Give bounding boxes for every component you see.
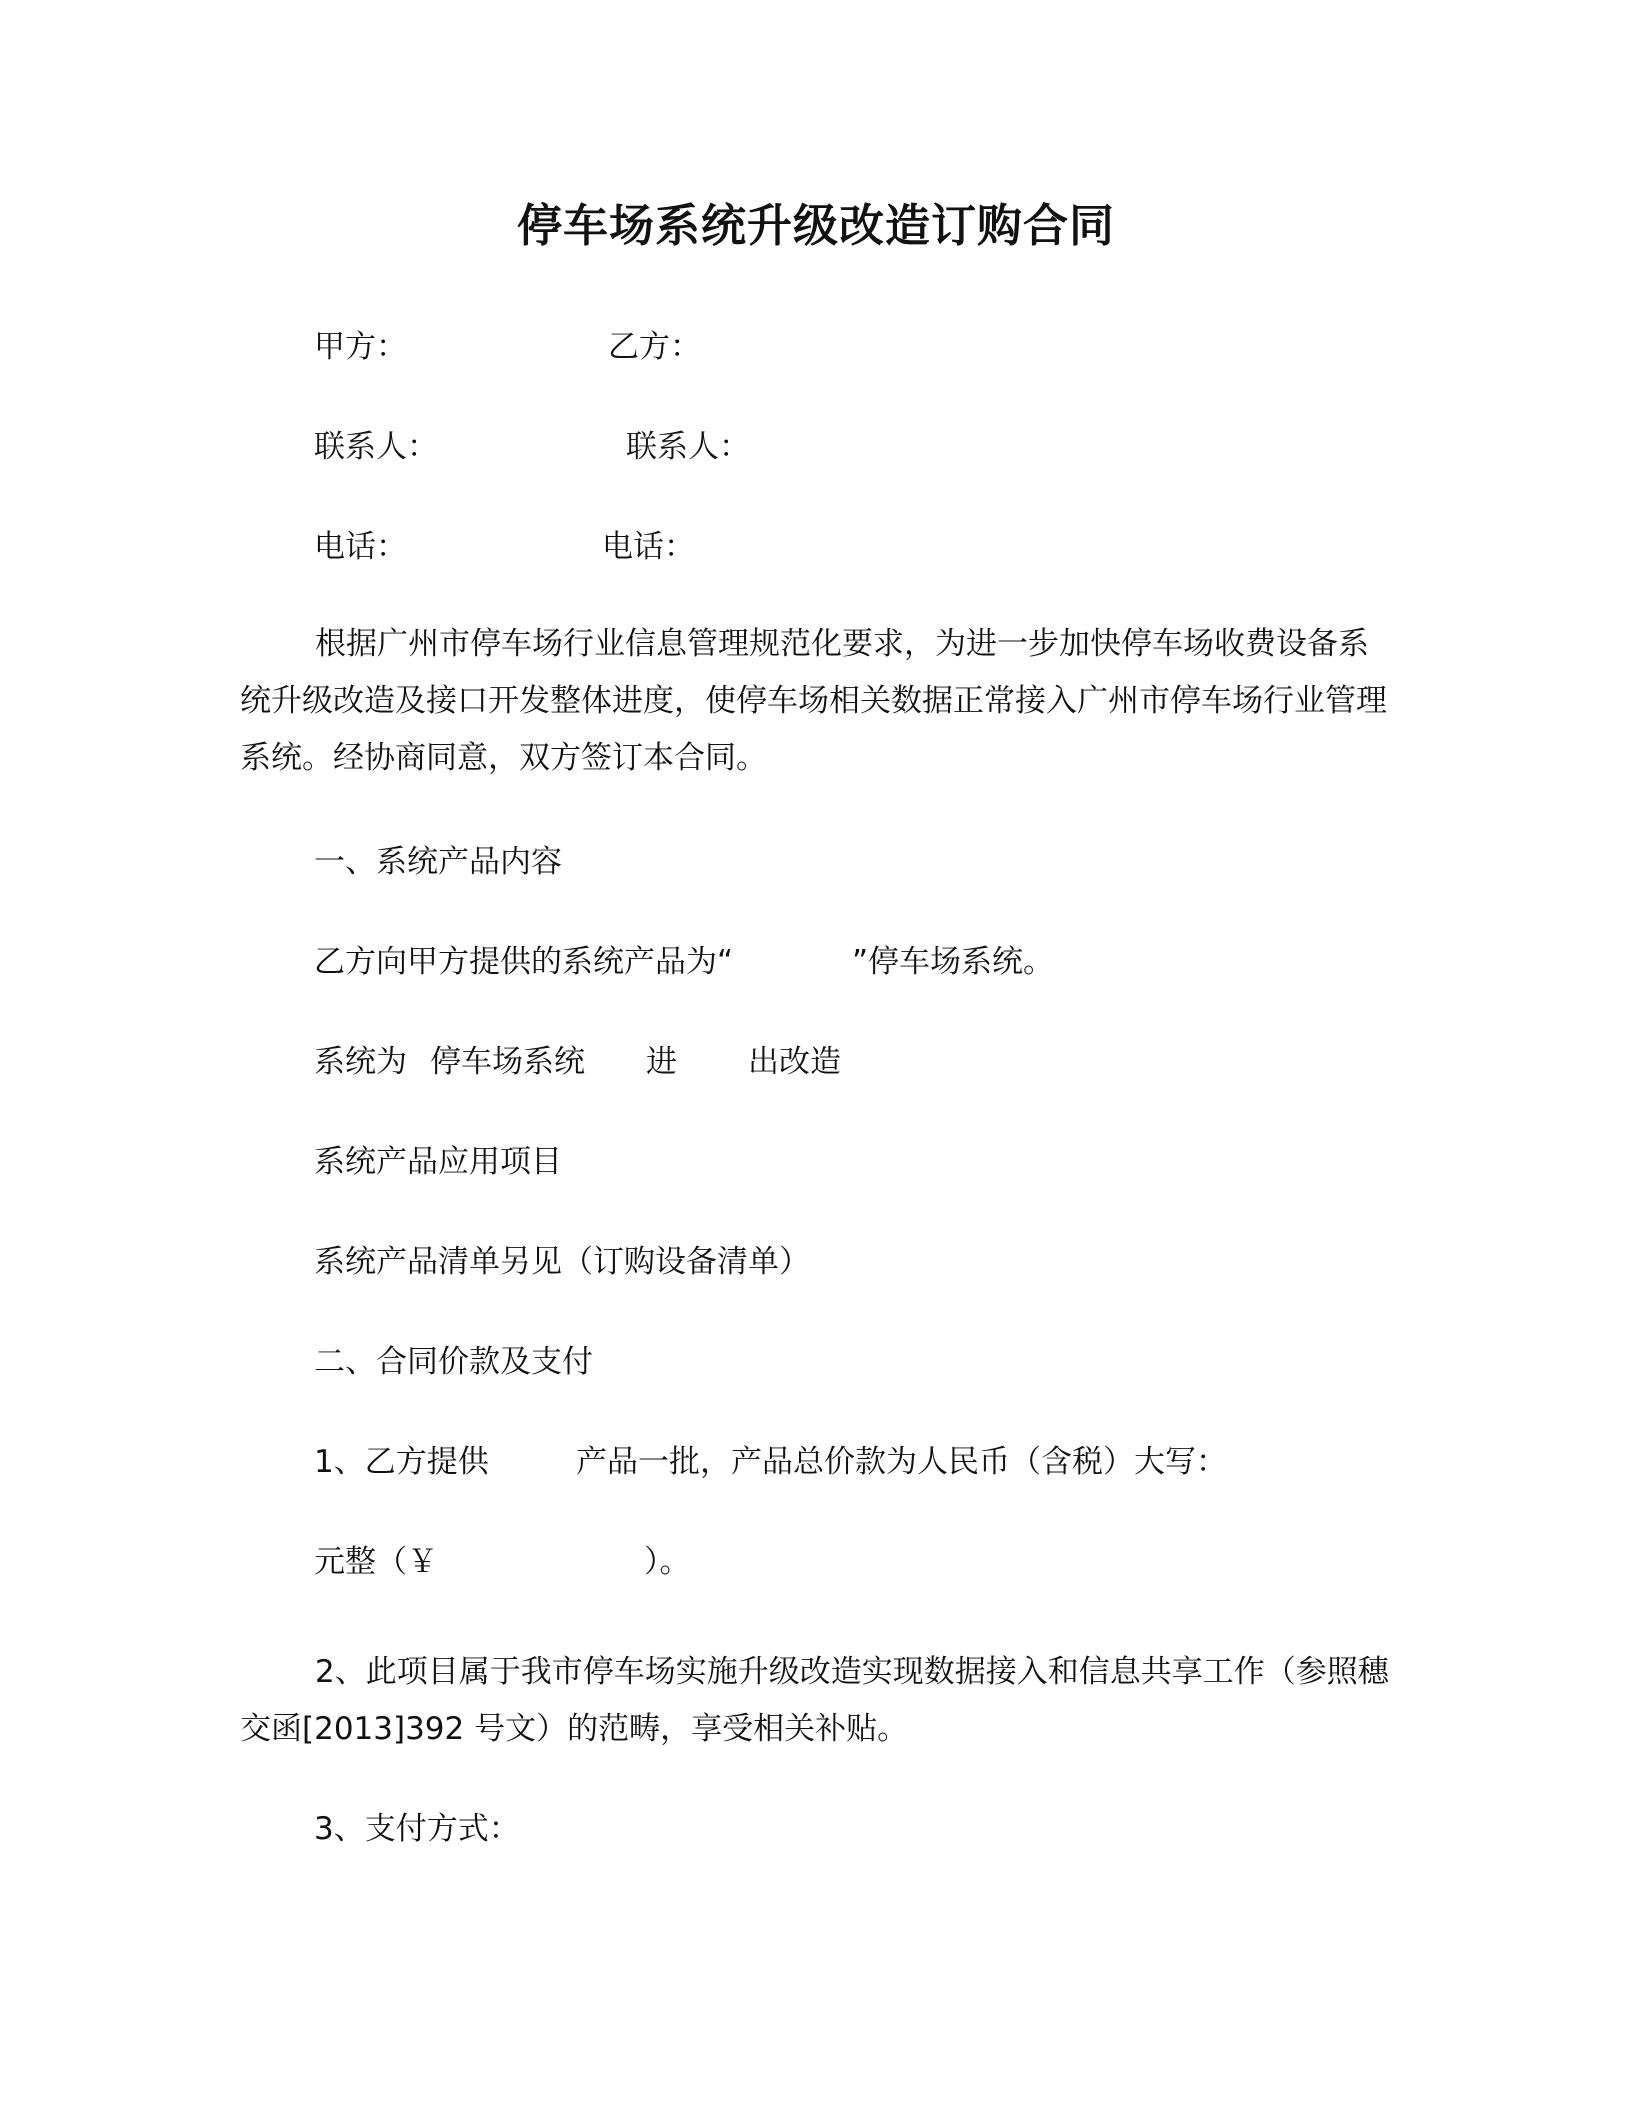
section1-application: 系统产品应用项目 xyxy=(314,1144,562,1180)
party-a-label: 甲方： xyxy=(314,329,407,365)
page-title: 停车场系统升级改造订购合同 xyxy=(516,199,1115,252)
contact-a-label: 联系人： xyxy=(314,429,438,465)
section1-product-line-start: 乙方向甲方提供的系统产品为“ xyxy=(314,944,734,980)
section1-system-label: 系统为 xyxy=(314,1044,407,1080)
section1-product-line-end: ”停车场系统。 xyxy=(852,944,1055,980)
contact-b-label: 联系人： xyxy=(626,429,750,465)
item3-payment-method: 3、支付方式： xyxy=(314,1811,520,1847)
section1-system-name: 停车场系统 xyxy=(430,1044,585,1080)
section2-heading: 二、合同价款及支付 xyxy=(314,1344,593,1380)
phone-a-label: 电话： xyxy=(314,529,407,565)
party-b-label: 乙方： xyxy=(608,329,701,365)
phone-b-label: 电话： xyxy=(602,529,695,565)
section1-product-list: 系统产品清单另见（订购设备清单） xyxy=(314,1244,810,1280)
item1-amount-start: 元整（￥ xyxy=(314,1544,438,1580)
section1-heading: 一、系统产品内容 xyxy=(314,844,562,880)
item1-supplier: 1、乙方提供 xyxy=(314,1444,489,1480)
item1-price-text: 产品一批，产品总价款为人民币（含税）大写： xyxy=(576,1444,1227,1480)
section1-entry-label: 进 xyxy=(646,1044,677,1080)
intro-paragraph: 根据广州市停车场行业信息管理规范化要求，为进一步加快停车场收费设备系统升级改造及接口开发整体进度，使停车场相关数据正常接入广州市停车场行业管理系统。经协商同意，双方签订本合同。 xyxy=(240,626,1387,776)
item2-paragraph: 2、此项目属于我市停车场实施升级改造实现数据接入和信息共享工作（参照穗交函[2013]392 号文）的范畴，享受相关补贴。 xyxy=(240,1654,1389,1747)
section1-exit-label: 出改造 xyxy=(748,1044,841,1080)
item1-amount-end: ）。 xyxy=(644,1544,691,1580)
